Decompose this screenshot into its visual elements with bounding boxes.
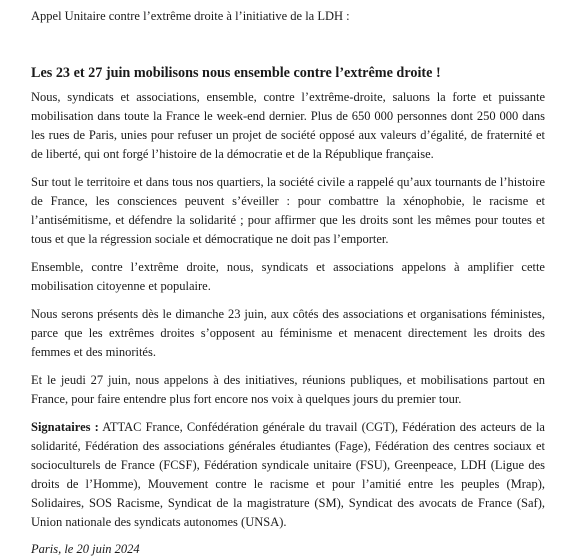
intro-line: Appel Unitaire contre l’extrême droite à l’initiative de la LDH : (31, 9, 350, 23)
document-date: Paris, le 20 juin 2024 (31, 542, 140, 556)
signatories-list: ATTAC France, Confédération générale du travail (CGT), Fédération des acteurs de la solidarité, Fédération des associations générales étudiantes (Fage), Fédération des centres sociaux et socioculturels de France (FCSF), Fédération syndicale unitaire (FSU), Greenpeace, LDH (Ligue des droits de l’Homme), Mouvement contre le racisme et pour l’amitié entre les peuples (Mrap), Solidaires, SOS Racisme, Syndicat de la magistrature (SM), Syndicat des avocats de France (Saf), Union nationale des syndicats autonomes (UNSA). (31, 420, 545, 529)
paragraph-2: Sur tout le territoire et dans tous nos quartiers, la société civile a rappelé qu’aux tournants de l’histoire de France, les consciences peuvent s’éveiller : pour combattre la xénophobie, le racisme et l’antisémitisme, et défendre la solidarité ; pour affirmer que les droits sont les mêmes pour toutes et tous et que la régression sociale et démocratique ne doit pas l’emporter. (31, 175, 545, 246)
paragraph-1: Nous, syndicats et associations, ensemble, contre l’extrême-droite, saluons la forte et puissante mobilisation dans toute la France le week-end dernier. Plus de 650 000 personnes dont 250 000 dans les rues de Paris, unies pour refuser un projet de société opposé aux valeurs d’égalité, de fraternité et de liberté, qui ont forgé l’histoire de la démocratie et de la République française. (31, 90, 545, 161)
signatories-paragraph (31, 418, 545, 532)
paragraph-5: Et le jeudi 27 juin, nous appelons à des initiatives, réunions publiques, et mobilisations partout en France, pour faire entendre plus fort encore nos voix à quelques jours du premier tour. (31, 373, 545, 406)
paragraph-3: Ensemble, contre l’extrême droite, nous, syndicats et associations appelons à amplifier cette mobilisation citoyenne et populaire. (31, 260, 545, 293)
document-title: Les 23 et 27 juin mobilisons nous ensemble contre l’extrême droite ! (31, 65, 441, 81)
signatories-label: Signataires : (31, 420, 99, 434)
paragraph-4: Nous serons présents dès le dimanche 23 juin, aux côtés des associations et organisations féministes, parce que les extrêmes droites s’opposent au féminisme et menacent directement les droits des femmes et des minorités. (31, 307, 545, 359)
document-page (31, 8, 545, 557)
